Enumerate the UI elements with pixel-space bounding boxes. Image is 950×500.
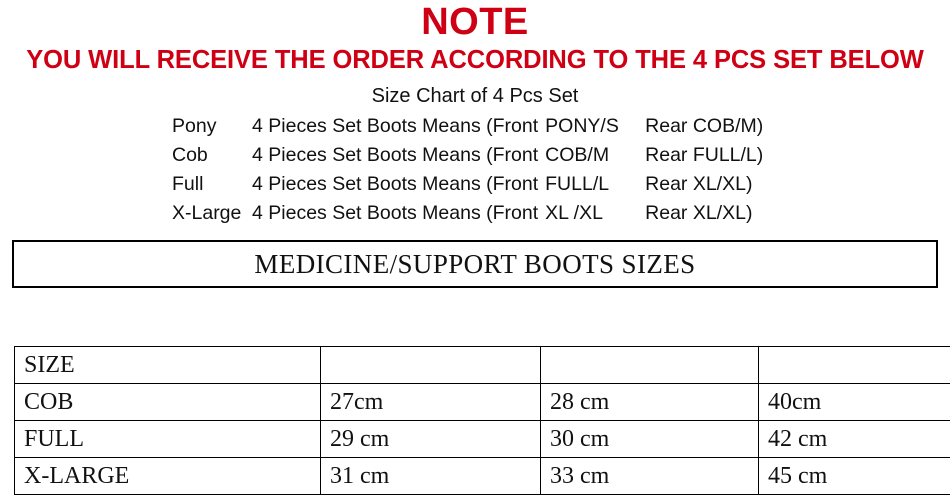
column-header-size: SIZE xyxy=(15,347,321,384)
cell-measure-1: 29 cm xyxy=(321,421,541,458)
set-rear-value: Rear XL/XL) xyxy=(645,170,752,199)
set-size-label: Cob xyxy=(172,141,252,170)
set-front-value: PONY/S xyxy=(538,112,645,141)
column-header-3 xyxy=(759,347,950,384)
set-size-label: Pony xyxy=(172,112,252,141)
boots-sizes-banner xyxy=(12,240,938,288)
note-subtitle: YOU WILL RECEIVE THE ORDER ACCORDING TO THE 4 PCS SET BELOW xyxy=(0,45,950,75)
banner-text: MEDICINE/SUPPORT BOOTS SIZES xyxy=(254,249,695,280)
set-chart-list xyxy=(172,112,812,228)
cell-measure-3: 42 cm xyxy=(759,421,950,458)
table-row xyxy=(15,421,950,458)
sizes-table xyxy=(14,346,950,495)
table-header-row xyxy=(15,347,950,384)
list-item xyxy=(172,170,812,199)
set-description: 4 Pieces Set Boots Means (Front xyxy=(252,141,538,170)
set-size-label: Full xyxy=(172,170,252,199)
set-chart-title: Size Chart of 4 Pcs Set xyxy=(0,84,950,108)
set-front-value: FULL/L xyxy=(538,170,645,199)
set-size-label: X-Large xyxy=(172,199,252,228)
set-description: 4 Pieces Set Boots Means (Front xyxy=(252,112,538,141)
list-item xyxy=(172,141,812,170)
cell-measure-1: 31 cm xyxy=(321,458,541,495)
size-chart-page xyxy=(0,2,950,500)
set-rear-value: Rear FULL/L) xyxy=(645,141,763,170)
set-front-value: COB/M xyxy=(538,141,645,170)
cell-measure-2: 30 cm xyxy=(541,421,759,458)
set-description: 4 Pieces Set Boots Means (Front xyxy=(252,170,538,199)
column-header-2 xyxy=(541,347,759,384)
table-row xyxy=(15,458,950,495)
column-header-1 xyxy=(321,347,541,384)
set-rear-value: Rear COB/M) xyxy=(645,112,763,141)
cell-measure-1: 27cm xyxy=(321,384,541,421)
cell-measure-3: 40cm xyxy=(759,384,950,421)
cell-size: COB xyxy=(15,384,321,421)
set-front-value: XL /XL xyxy=(538,199,645,228)
list-item xyxy=(172,112,812,141)
cell-measure-2: 28 cm xyxy=(541,384,759,421)
set-description: 4 Pieces Set Boots Means (Front xyxy=(252,199,538,228)
list-item xyxy=(172,199,812,228)
cell-size: X-LARGE xyxy=(15,458,321,495)
note-title: NOTE xyxy=(0,2,950,42)
cell-measure-2: 33 cm xyxy=(541,458,759,495)
cell-measure-3: 45 cm xyxy=(759,458,950,495)
table-row xyxy=(15,384,950,421)
cell-size: FULL xyxy=(15,421,321,458)
set-rear-value: Rear XL/XL) xyxy=(645,199,752,228)
sizes-table-container xyxy=(14,346,936,495)
